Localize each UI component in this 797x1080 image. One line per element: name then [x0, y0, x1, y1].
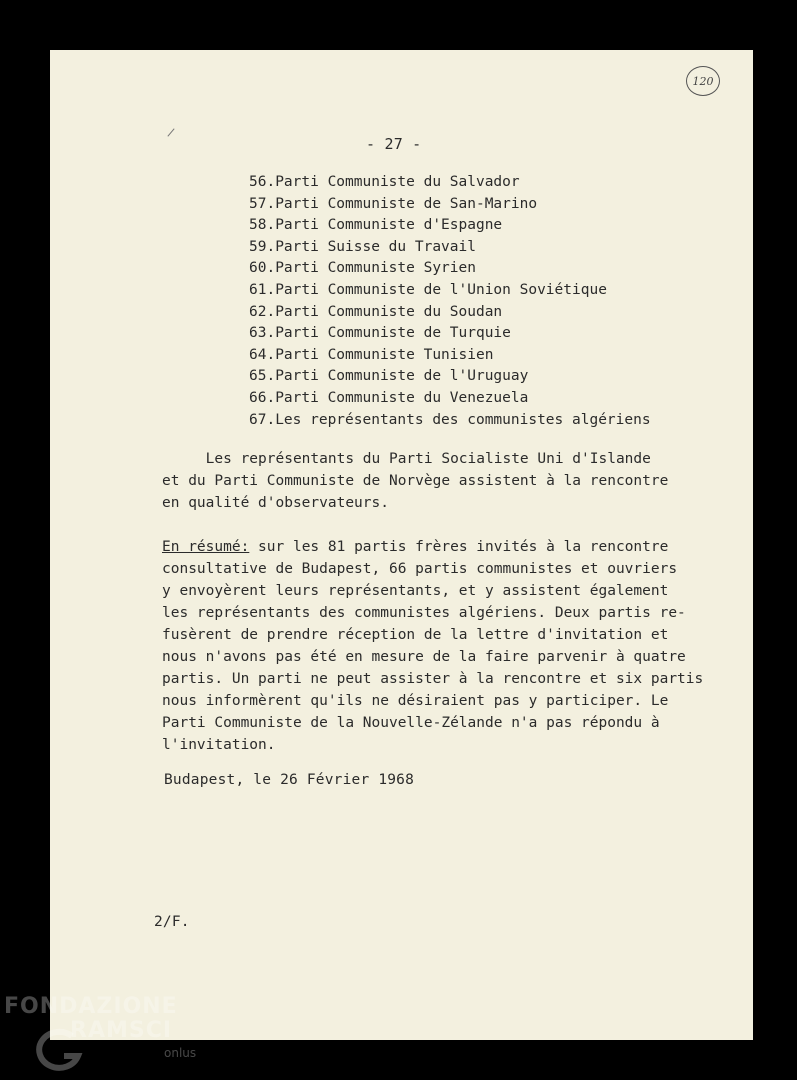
- paragraph-line: nous n'avons pas été en mesure de la faire parvenir à quatre: [162, 649, 686, 665]
- reference-code: 2/F.: [154, 914, 190, 930]
- page-number: - 27 -: [366, 135, 422, 153]
- paragraph-line: consultative de Budapest, 66 partis communistes et ouvriers: [162, 561, 678, 577]
- paragraph-line: partis. Un parti ne peut assister à la rencontre et six partis: [162, 671, 704, 687]
- stamp-number: 120: [692, 74, 714, 88]
- watermark-line3: onlus: [164, 1046, 197, 1060]
- list-item: 60.Parti Communiste Syrien: [249, 260, 476, 277]
- summary-lead: En résumé:: [162, 539, 250, 555]
- list-item: 65.Parti Communiste de l'Uruguay: [249, 368, 529, 385]
- date-line: Budapest, le 26 Février 1968: [164, 772, 415, 788]
- list-item: 67.Les représentants des communistes algériens: [249, 411, 651, 428]
- list-item: 57.Parti Communiste de San-Marino: [249, 195, 538, 212]
- watermark-line2: RAMSCI: [70, 1018, 173, 1043]
- party-list: [249, 172, 651, 431]
- paragraph-line: Parti Communiste de la Nouvelle-Zélande n'a pas répondu à: [162, 715, 660, 731]
- list-item: 63.Parti Communiste de Turquie: [249, 325, 511, 342]
- list-item: 58.Parti Communiste d'Espagne: [249, 217, 503, 234]
- archive-stamp: [686, 66, 720, 96]
- list-item: 61.Parti Communiste de l'Union Soviétique: [249, 281, 607, 298]
- observers-paragraph: [162, 448, 668, 514]
- paragraph-line: nous informèrent qu'ils ne désiraient pas y participer. Le: [162, 693, 669, 709]
- pencil-mark: [167, 128, 174, 136]
- paragraph-line: et du Parti Communiste de Norvège assistent à la rencontre: [162, 473, 669, 489]
- list-item: 56.Parti Communiste du Salvador: [249, 174, 520, 190]
- summary-first-line: sur les 81 partis frères invités à la rencontre: [249, 539, 669, 555]
- paragraph-line: l'invitation.: [162, 737, 276, 753]
- paragraph-line: en qualité d'observateurs.: [162, 495, 389, 511]
- paragraph-line: [162, 536, 703, 558]
- paragraph-line: fusèrent de prendre réception de la lettre d'invitation et: [162, 627, 669, 643]
- paragraph-line: Les représentants du Parti Socialiste Uni d'Islande: [162, 451, 651, 467]
- list-item: 66.Parti Communiste du Venezuela: [249, 389, 529, 406]
- list-item: 62.Parti Communiste du Soudan: [249, 303, 503, 320]
- paragraph-line: les représentants des communistes algériens. Deux partis re-: [162, 605, 686, 621]
- archive-watermark: [4, 992, 204, 1072]
- list-item: 59.Parti Suisse du Travail: [249, 238, 476, 255]
- watermark-line1: FONDAZIONE: [4, 994, 178, 1019]
- paragraph-line: y envoyèrent leurs représentants, et y assistent également: [162, 583, 669, 599]
- list-item: 64.Parti Communiste Tunisien: [249, 346, 494, 363]
- document-page: [50, 50, 753, 1040]
- summary-paragraph: [162, 536, 703, 756]
